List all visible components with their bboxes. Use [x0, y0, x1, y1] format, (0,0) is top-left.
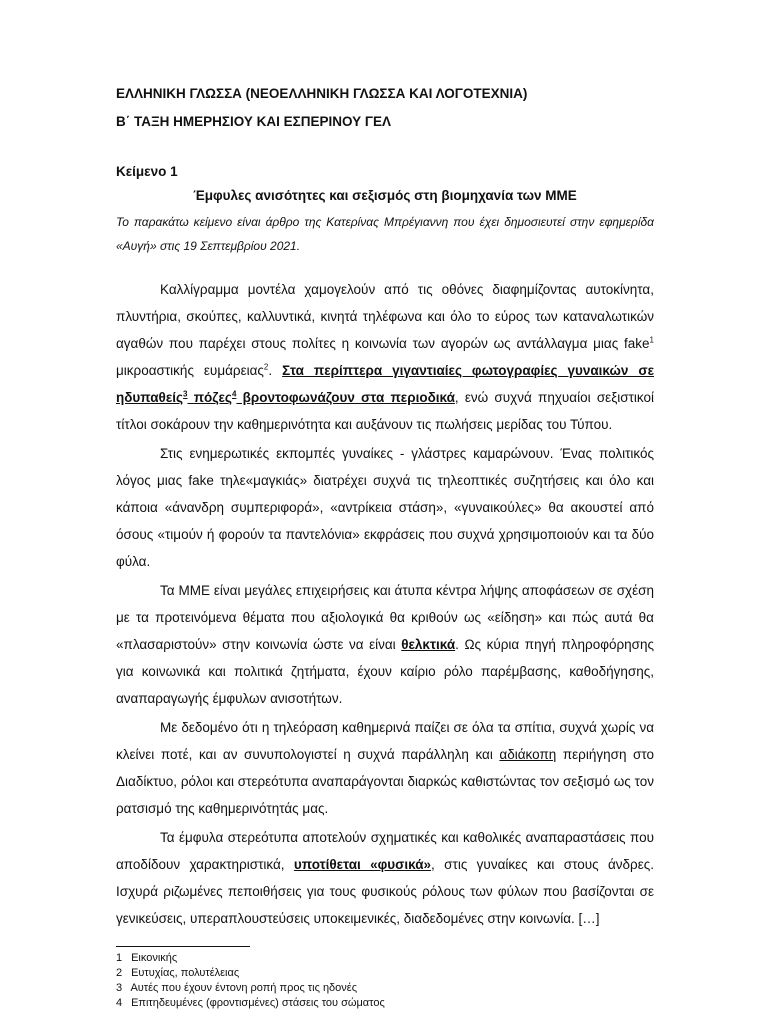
article-title: Έμφυλες ανισότητες και σεξισμός στη βιομηχανία των ΜΜΕ [193, 188, 577, 203]
emphasized-phrase: βροντοφωνάζουν στα περιοδικά [236, 390, 455, 405]
article-body [116, 276, 654, 932]
footnote-ref: 2 [263, 362, 269, 372]
paragraph-1: Καλλίγραμμα μοντέλα χαμογελούν από τις οθόνες διαφημίζοντας αυτοκίνητα, πλυντήρια, σκούπες, καλλυντικά, κινητά τηλέφωνα και όλο το εύρος των καταναλωτικών αγαθών που παρέχει στους πολίτες η κοινωνία των αγορών ως αντάλλαγμα μιας fake$^1$ μικροαστικής ευμάρειας$^2$. Στα περίπτερα γιγαντιαίες φωτογραφίες γυναικών σε ηδυπαθείς$^3$ πόζες$^4$ βροντοφωνάζουν στα περιοδικά, ενώ συχνά πηχυαίοι σεξιστικοί τίτλοι σοκάρουν την καθημερινότητα και αυξάνουν τις πωλήσεις μερίδας του Τύπου. [116, 282, 654, 432]
footnote-divider [116, 946, 250, 947]
emphasized-word: αδιάκοπη [499, 747, 557, 762]
footnote-item: 4 Επιτηδευμένες (φροντισμένες) στάσεις του σώματος [116, 997, 385, 1009]
document-page [116, 84, 654, 1011]
paragraph-2: Στις ενημερωτικές εκπομπές γυναίκες - γλάστρες καμαρώνουν. Ένας πολιτικός λόγος μιας fake τηλε«μαγκιάς» διατρέχει συχνά τις τηλεοπτικές συζητήσεις και όλο και κάποια «άνανδρη συμπεριφορά», «αντρίκεια στάση», «γυναικούλες» θα ακουστεί από όσους «τιμούν ή φορούν τα παντελόνια» εκφράσεις που συχνά χρησιμοποιούν και τα δύο φύλα. [116, 446, 654, 569]
section-label: Κείμενο 1 [116, 164, 178, 179]
paragraph-3: Τα ΜΜΕ είναι μεγάλες επιχειρήσεις και άτυπα κέντρα λήψης αποφάσεων σε σχέση με τα προτεινόμενα θέματα που αξιολογικά θα κριθούν ως «είδηση» και πώς αυτά θα «πλασαριστούν» στην κοινωνία ώστε να είναι θελκτικά. Ως κύρια πηγή πληροφόρησης για κοινωνικά και πολιτικά ζητήματα, έχουν καίριο ρόλο παρέμβασης, καθοδήγησης, αναπαραγωγής έμφυλων ανισοτήτων. [116, 583, 654, 706]
paragraph-5: Τα έμφυλα στερεότυπα αποτελούν σχηματικές και καθολικές αναπαραστάσεις που αποδίδουν χαρακτηριστικά, υποτίθεται «φυσικά», στις γυναίκες και στους άνδρες. Ισχυρά ριζωμένες πεποιθήσεις για τους φυσικούς ρόλους των φύλων που βασίζονται σε γενικεύσεις, υπεραπλουστεύσεις υποκειμενικές, διαδεδομένες στην κοινωνία. […] [116, 830, 655, 926]
article-intro: Το παρακάτω κείμενο είναι άρθρο της Κατερίνας Μπρέγιαννη που έχει δημοσιευτεί στην εφημερίδα «Αυγή» στις 19 Σεπτεμβρίου 2021. [116, 215, 654, 253]
emphasized-phrase: Στα περίπτερα γιγαντιαίες φωτογραφίες γυναικών σε ηδυπαθείς [116, 363, 654, 405]
paragraph-4: Με δεδομένο ότι η τηλεόραση καθημερινά παίζει σε όλα τα σπίτια, συχνά χωρίς να κλείνει ποτέ, και αν συνυπολογιστεί η συχνά παράλληλη και αδιάκοπη περιήγηση στο Διαδίκτυο, ρόλοι και στερεότυπα αναπαράγονται διαρκώς καθιστώντας τον σεξισμό ως τον ρατσισμό της καθημερινότητάς μας. [116, 720, 654, 816]
footnote-item: 2 Ευτυχίας, πολυτέλειας [116, 967, 240, 979]
footnotes [116, 951, 654, 1011]
class-heading: Β΄ ΤΑΞΗ ΗΜΕΡΗΣΙΟΥ ΚΑΙ ΕΣΠΕΡΙΝΟΥ ΓΕΛ [116, 114, 392, 129]
footnote-item: 1 Εικονικής [116, 952, 178, 964]
footnote-ref: 3 [183, 389, 188, 399]
emphasized-word: θελκτικά [401, 637, 456, 652]
footnote-item: 3 Αυτές που έχουν έντονη ροπή προς τις ηδονές [116, 982, 358, 994]
emphasized-phrase: πόζες [187, 390, 232, 405]
footnote-ref: 4 [231, 389, 237, 399]
subject-heading: ΕΛΛΗΝΙΚΗ ΓΛΩΣΣΑ (ΝΕΟΕΛΛΗΝΙΚΗ ΓΛΩΣΣΑ ΚΑΙ ΛΟΓΟΤΕΧΝΙΑ) [116, 86, 528, 101]
emphasized-phrase: υποτίθεται «φυσικά» [293, 857, 432, 872]
footnote-ref: 1 [649, 335, 654, 345]
